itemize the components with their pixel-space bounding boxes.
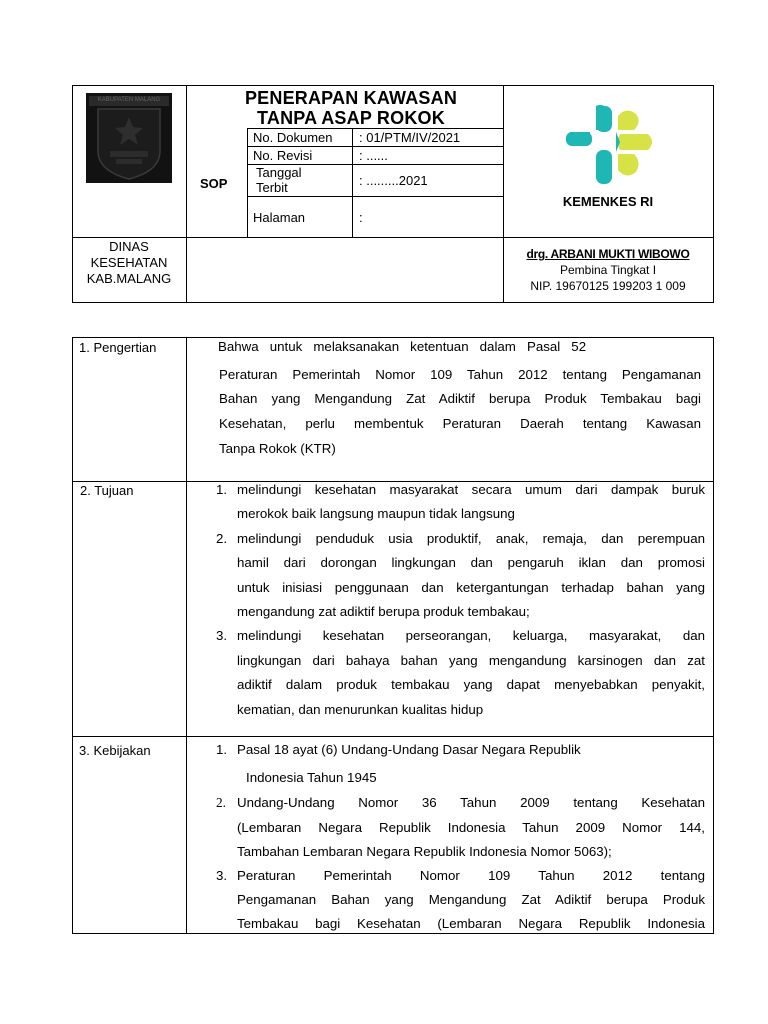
- signer-nip: NIP. 19670125 199203 1 009: [530, 279, 686, 293]
- org-line-2: KESEHATAN: [90, 255, 168, 270]
- field-label-terbit: Terbit: [256, 180, 288, 195]
- field-label-halaman: Halaman: [253, 210, 306, 225]
- kemenkes-label: KEMENKES RI: [562, 194, 654, 209]
- kebijakan-3-line-3: Tembakau bagi Kesehatan (Lembaran Negara Republik Indonesia: [237, 916, 705, 931]
- field-value-tanggal: : .........2021: [359, 173, 428, 188]
- kebijakan-num-3: 3.: [216, 868, 228, 883]
- kebijakan-3-line-1: Peraturan Pemerintah Nomor 109 Tahun 2012 tentang: [237, 868, 705, 883]
- pengertian-line-4: Kesehatan, perlu membentuk Peraturan Daerah tentang Kawasan: [219, 416, 701, 431]
- kebijakan-1-line-1: Pasal 18 ayat (6) Undang-Undang Dasar Negara Republik: [237, 742, 581, 757]
- kabupaten-malang-logo: [86, 93, 172, 183]
- kebijakan-num-1: 1.: [216, 742, 228, 757]
- tujuan-num-1: 1.: [216, 482, 228, 497]
- field-value-halaman: :: [359, 210, 363, 225]
- org-line-3: KAB.MALANG: [86, 271, 172, 286]
- org-line-1: DINAS: [109, 239, 149, 254]
- coat-of-arms-icon: [86, 93, 172, 183]
- field-label-revisi: No. Revisi: [253, 148, 313, 163]
- section-label-kebijakan: 3. Kebijakan: [79, 743, 151, 758]
- logo-label: KABUPATEN MALANG: [97, 97, 161, 103]
- kebijakan-2-line-3: Tambahan Lembaran Negara Republik Indonesia Nomor 5063);: [237, 844, 612, 859]
- tujuan-3-line-4: kematian, dan menurunkan kualitas hidup: [237, 702, 484, 717]
- tujuan-2-line-4: mengandung zat adiktif berupa produk tembakau;: [237, 604, 530, 619]
- field-value-dokumen: : 01/PTM/IV/2021: [359, 130, 461, 145]
- section-label-pengertian: 1. Pengertian: [79, 340, 157, 355]
- tujuan-3-line-3: adiktif dalam produk tembakau yang dapat menyebabkan penyakit,: [237, 677, 705, 692]
- tujuan-2-line-1: melindungi penduduk usia produktif, anak, remaja, dan perempuan: [237, 531, 705, 546]
- pengertian-line-2: Peraturan Pemerintah Nomor 109 Tahun 2012 tentang Pengamanan: [219, 367, 701, 382]
- signer-rank: Pembina Tingkat I: [559, 263, 657, 277]
- field-label-tanggal: Tanggal: [256, 165, 302, 180]
- pengertian-line-5: Tanpa Rokok (KTR): [219, 441, 336, 456]
- kebijakan-2-line-1: Undang-Undang Nomor 36 Tahun 2009 tentang Kesehatan: [237, 795, 705, 810]
- field-label-dokumen: No. Dokumen: [253, 130, 333, 145]
- signer-name: drg. ARBANI MUKTI WIBOWO: [526, 247, 690, 261]
- kemenkes-emblem-icon: [560, 102, 660, 190]
- sop-title-line1: PENERAPAN KAWASAN: [244, 88, 458, 108]
- tujuan-1-line-1: melindungi kesehatan masyarakat secara umum dari dampak buruk: [237, 482, 705, 497]
- pengertian-line-3: Bahan yang Mengandung Zat Adiktif berupa Produk Tembakau bagi: [219, 391, 701, 406]
- tujuan-3-line-1: melindungi kesehatan perseorangan, keluarga, masyarakat, dan: [237, 628, 705, 643]
- kemenkes-logo: [560, 102, 660, 190]
- kebijakan-1-line-2: Indonesia Tahun 1945: [246, 770, 377, 785]
- tujuan-3-line-2: lingkungan dari bahaya bahan yang mengandung karsinogen dan zat: [237, 653, 705, 668]
- kebijakan-2-line-2: (Lembaran Negara Republik Indonesia Tahun 2009 Nomor 144,: [237, 820, 705, 835]
- section-label-tujuan: 2. Tujuan: [80, 483, 134, 498]
- field-value-revisi: : ......: [359, 148, 388, 163]
- pengertian-line-1: Bahwa untuk melaksanakan ketentuan dalam Pasal 52: [218, 339, 587, 354]
- tujuan-2-line-3: untuk inisiasi penggunaan dan ketergantungan terhadap bahan yang: [237, 580, 705, 595]
- tujuan-num-3: 3.: [216, 628, 228, 643]
- tujuan-1-line-2: merokok baik langsung maupun tidak langsung: [237, 506, 515, 521]
- tujuan-2-line-2: hamil dari dorongan lingkungan dan pengaruh iklan dan promosi: [237, 555, 705, 570]
- sop-title-line2: TANPA ASAP ROKOK: [257, 108, 445, 128]
- tujuan-num-2: 2.: [216, 531, 228, 546]
- kebijakan-3-line-2: Pengamanan Bahan yang Mengandung Zat Adiktif berupa Produk: [237, 892, 705, 907]
- sop-label: SOP: [200, 176, 228, 191]
- kebijakan-num-2: 2.: [216, 795, 226, 810]
